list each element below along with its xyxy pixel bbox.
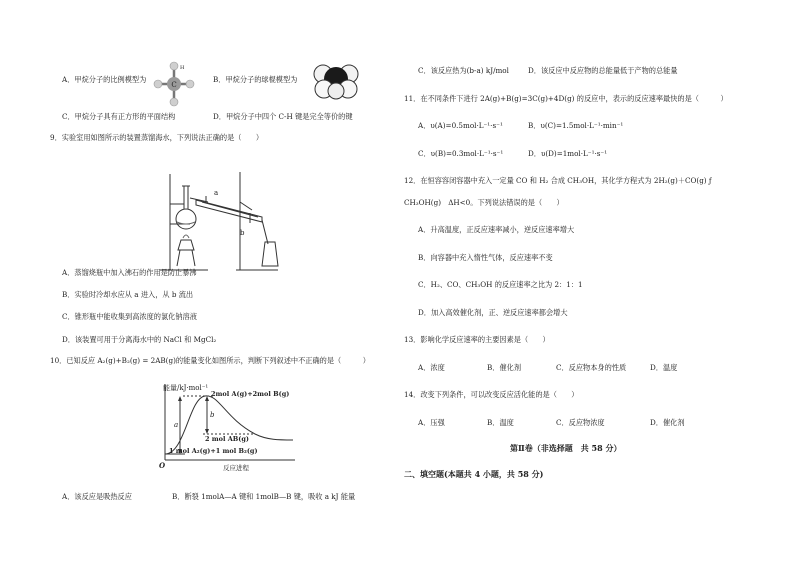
q12-option-d: D．加入高效催化剂，正、逆反应速率都会增大 xyxy=(418,308,568,317)
energy-profile-diagram xyxy=(155,378,305,478)
energy-top-label: 2mol A(g)+2mol B(g) xyxy=(211,390,290,398)
energy-mid-label: 2 mol AB(g) xyxy=(205,435,249,443)
q12-option-b: B．向容器中充入惰性气体，反应速率不变 xyxy=(418,253,553,262)
atom-label-c: C xyxy=(171,81,177,89)
q14-option-c: C．反应物浓度 xyxy=(556,418,605,427)
energy-low-label: 1 mol A₂(g)+1 mol B₂(g) xyxy=(169,447,258,455)
q10-option-c: C．该反应热为(b-a) kJ/mol xyxy=(418,66,509,75)
q10-option-d: D．该反应中反应物的总能量低于产物的总能量 xyxy=(528,66,678,75)
methane-ball-stick-icon xyxy=(152,62,196,106)
q12-option-c: C．H₂、CO、CH₃OH 的反应速率之比为 2：1：1 xyxy=(418,280,583,289)
energy-xlabel: 反应进程 xyxy=(223,464,249,472)
section2-heading: 二、填空题(本题共 4 小题，共 58 分) xyxy=(404,469,544,479)
q8-option-a: A．甲烷分子的比例模型为 xyxy=(62,75,147,84)
q9-option-a: A．蒸馏烧瓶中加入沸石的作用是防止暴沸 xyxy=(62,268,197,277)
q13-option-b: B．催化剂 xyxy=(487,363,522,372)
energy-label-b: b xyxy=(210,411,215,419)
q9-option-c: C．锥形瓶中能收集到高浓度的氯化钠溶液 xyxy=(62,312,197,321)
q12-stem-line2: CH₃OH(g) ΔH<0。下列说法错误的是（ ） xyxy=(404,198,564,207)
q11-option-d: D．υ(D)=1mol·L⁻¹·s⁻¹ xyxy=(528,149,608,158)
q14-option-d: D．催化剂 xyxy=(650,418,685,427)
distillation-label-a: a xyxy=(214,189,219,197)
q10-stem: 10．已知反应 A₂(g)+B₂(g) = 2AB(g)的能量变化如图所示，判断下列叙述中不正确的是（ ） xyxy=(50,356,370,365)
q11-stem: 11．在不同条件下进行 2A(g)+B(g)=3C(g)+4D(g) 的反应中，表示的反应速率最快的是（ ） xyxy=(404,94,728,103)
q9-option-b: B．实验时冷却水应从 a 进入，从 b 流出 xyxy=(62,290,194,299)
section2-title: 第Ⅱ卷（非选择题 共 58 分） xyxy=(510,443,622,453)
q11-option-c: C．υ(B)=0.3mol·L⁻¹·s⁻¹ xyxy=(418,149,504,158)
q10-option-a: A．该反应是吸热反应 xyxy=(62,492,132,501)
q12-option-a: A．升高温度，正反应速率减小，逆反应速率增大 xyxy=(418,225,575,234)
q14-stem: 14．改变下列条件，可以改变反应活化能的是（ ） xyxy=(404,390,579,399)
energy-label-a: a xyxy=(174,421,179,429)
distillation-apparatus-diagram xyxy=(150,162,290,272)
distillation-label-b: b xyxy=(240,229,245,237)
q13-option-a: A．浓度 xyxy=(418,363,445,372)
q10-option-b: B．断裂 1molA—A 键和 1molB—B 键，吸收 a kJ 能量 xyxy=(172,492,356,501)
q14-option-b: B．温度 xyxy=(487,418,514,427)
q8-option-b: B．甲烷分子的球棍模型为 xyxy=(213,75,298,84)
energy-origin: O xyxy=(159,461,166,470)
methane-space-filling-icon xyxy=(312,60,360,100)
atom-label-h: H xyxy=(180,65,185,71)
q11-option-b: B．υ(C)=1.5mol·L⁻¹·min⁻¹ xyxy=(528,121,624,130)
q8-option-d: D．甲烷分子中四个 C-H 键是完全等价的键 xyxy=(213,112,353,121)
q8-option-c: C．甲烷分子具有正方形的平面结构 xyxy=(62,112,176,121)
energy-ylabel: 能量/kJ·mol⁻¹ xyxy=(163,384,209,392)
q12-stem-line1: 12．在恒容容闭容器中充入一定量 CO 和 H₂ 合成 CH₃OH，其化学方程式为 2H₂(g)＋CO(g) ƒ xyxy=(404,176,712,185)
q9-option-d: D．该装置可用于分离海水中的 NaCl 和 MgCl₂ xyxy=(62,335,217,344)
q13-stem: 13．影响化学反应速率的主要因素是（ ） xyxy=(404,335,550,344)
q13-option-c: C．反应物本身的性质 xyxy=(556,363,627,372)
q13-option-d: D．温度 xyxy=(650,363,678,372)
q11-option-a: A．υ(A)=0.5mol·L⁻¹·s⁻¹ xyxy=(418,121,503,130)
q14-option-a: A．压强 xyxy=(418,418,445,427)
q9-stem: 9．实验室用如图所示的装置蒸馏海水，下列说法正确的是（ ） xyxy=(50,133,264,142)
